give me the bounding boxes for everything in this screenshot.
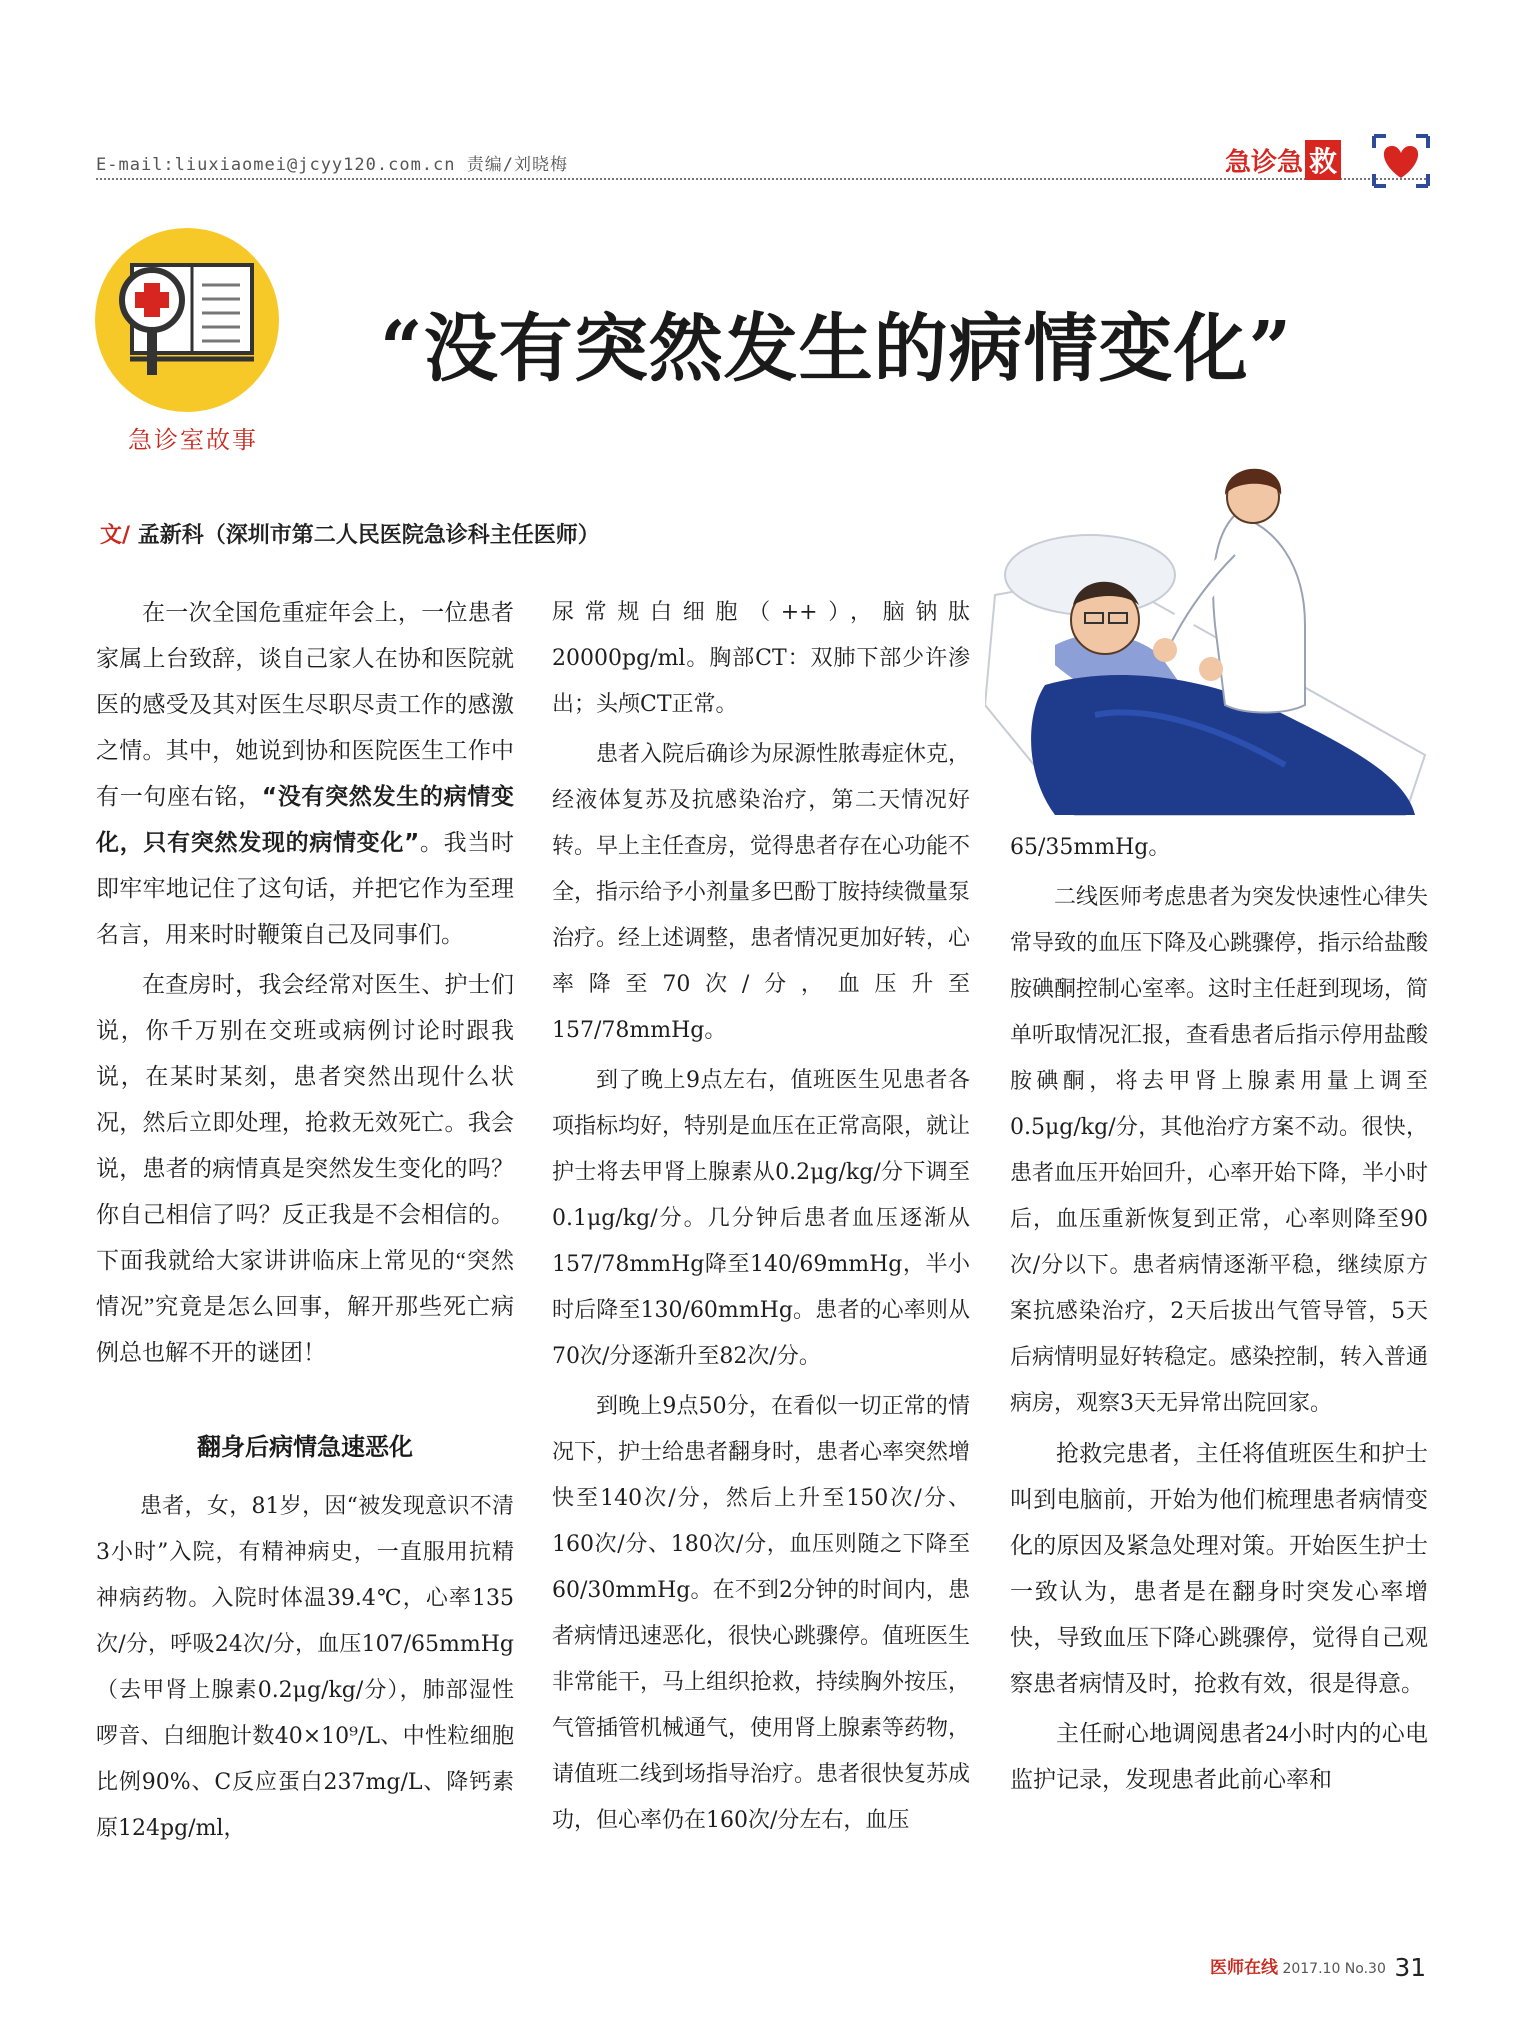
byline-prefix: 文/	[100, 523, 131, 548]
paragraph: 在查房时，我会经常对医生、护士们说，你千万别在交班或病例讨论时跟我说，在某时某刻，患者突然出现什么状况，然后立即处理，抢救无效死亡。我会说，患者的病情真是突然发生变化的吗？你自己相信了吗？反正我是不会相信的。下面我就给大家讲讲临床上常见的“突然情况”究竟是怎么回事，解开那些死亡病例总也解不开的谜团！	[96, 972, 514, 1365]
paragraph: 患者入院后确诊为尿源性脓毒症休克，经液体复苏及抗感染治疗，第二天情况好转。早上主任查房，觉得患者存在心功能不全，指示给予小剂量多巴酚丁胺持续微量泵治疗。经上述调整，患者情况更加好转，心率降至70次/分，血压升至157/78mmHg。	[552, 742, 971, 1043]
section-subhead: 翻身后病情急速恶化	[197, 1433, 413, 1461]
paragraph-text: 在一次全国危重症年会上，一位患者家属上台致辞，谈自己家人在协和医院就医的感受及其对医生尽职尽责工作的感激之情。其中，她说到协和医院医生工作中有一句座右铭，	[96, 600, 514, 809]
doctor-patient-illustration	[985, 455, 1430, 820]
page-footer	[1210, 1953, 1426, 1982]
paragraph-text: 。我当时即牢牢地记住了这句话，并把它作为至理名言，用来时时鞭策自己及同事们。	[96, 830, 514, 947]
paragraph: 到晚上9点50分，在看似一切正常的情况下，护士给患者翻身时，患者心率突然增快至140次/分，然后上升至150次/分、160次/分、180次/分，血压则随之下降至60/30mmHg。在不到2分钟的时间内，患者病情迅速恶化，很快心跳骤停。值班医生非常能干，马上组织抢救，持续胸外按压，气管插管机械通气，使用肾上腺素等药物，请值班二线到场指导治疗。患者很快复苏成功，但心率仍在160次/分左右，血压	[552, 1394, 971, 1833]
issue-info: 2017.10 No.30	[1282, 1961, 1386, 1977]
paragraph: 抢救完患者，主任将值班医生和护士叫到电脑前，开始为他们梳理患者病情变化的原因及紧急处理对策。开始医生护士一致认为，患者是在翻身时突发心率增快，导致血压下降心跳骤停，觉得自己观察患者病情及时，抢救有效，很是得意。	[1010, 1441, 1428, 1696]
article-title: “没有突然发生的病情变化”	[380, 306, 1293, 392]
column-1	[96, 590, 514, 1852]
emergency-story-logo-icon	[92, 225, 282, 415]
page-number: 31	[1394, 1953, 1427, 1982]
logo-caption: 急诊室故事	[128, 426, 258, 454]
paragraph: 二线医师考虑患者为突发快速性心律失常导致的血压下降及心跳骤停，指示给盐酸胺碘酮控制心室率。这时主任赶到现场，简单听取情况汇报，查看患者后指示停用盐酸胺碘酮，将去甲肾上腺素用量上调至0.5μg/kg/分，其他治疗方案不动。很快，患者血压开始回升，心率开始下降，半小时后，血压重新恢复到正常，心率则降至90次/分以下。患者病情逐渐平稳，继续原方案抗感染治疗，2天后拔出气管导管，5天后病情明显好转稳定。感染控制，转入普通病房，观察3天无异常出院回家。	[1010, 885, 1429, 1416]
paragraph: 65/35mmHg。	[1010, 835, 1171, 860]
header-section-label	[1225, 138, 1341, 182]
byline	[100, 518, 600, 549]
section-prefix: 急诊急	[1225, 147, 1304, 178]
motto-quote: “没有突然发生的病情变化，只有突然发现的病情变化”	[96, 784, 514, 856]
heart-cross-icon	[1370, 132, 1432, 190]
column-3	[1010, 825, 1428, 1803]
section-box: 救	[1305, 140, 1341, 180]
paragraph: 患者，女，81岁，因“被发现意识不清3小时”入院，有精神病史，一直服用抗精神病药物。入院时体温39.4℃，心率135次/分，呼吸24次/分，血压107/65mmHg（去甲肾上腺素0.2μg/kg/分），肺部湿性啰音、白细胞计数40×10⁹/L、中性粒细胞比例90%、C反应蛋白237mg/L、降钙素原124pg/ml，	[96, 1494, 514, 1841]
byline-author: 孟新科（深圳市第二人民医院急诊科主任医师）	[137, 523, 600, 548]
paragraph	[96, 590, 514, 958]
column-2	[552, 590, 970, 1844]
paragraph: 尿常规白细胞（++），脑钠肽20000pg/ml。胸部CT：双肺下部少许渗出；头颅CT正常。	[552, 600, 970, 717]
magazine-brand: 医师在线	[1210, 1958, 1278, 1978]
paragraph: 主任耐心地调阅患者24小时内的心电监护记录，发现患者此前心率和	[1010, 1721, 1428, 1792]
paragraph: 到了晚上9点左右，值班医生见患者各项指标均好，特别是血压在正常高限，就让护士将去甲肾上腺素从0.2μg/kg/分下调至0.1μg/kg/分。几分钟后患者血压逐渐从157/78mmHg降至140/69mmHg，半小时后降至130/60mmHg。患者的心率则从70次/分逐渐升至82次/分。	[552, 1068, 971, 1369]
header-email-editor: E-mail:liuxiaomei@jcyy120.com.cn 责编/刘晓梅	[96, 155, 568, 175]
